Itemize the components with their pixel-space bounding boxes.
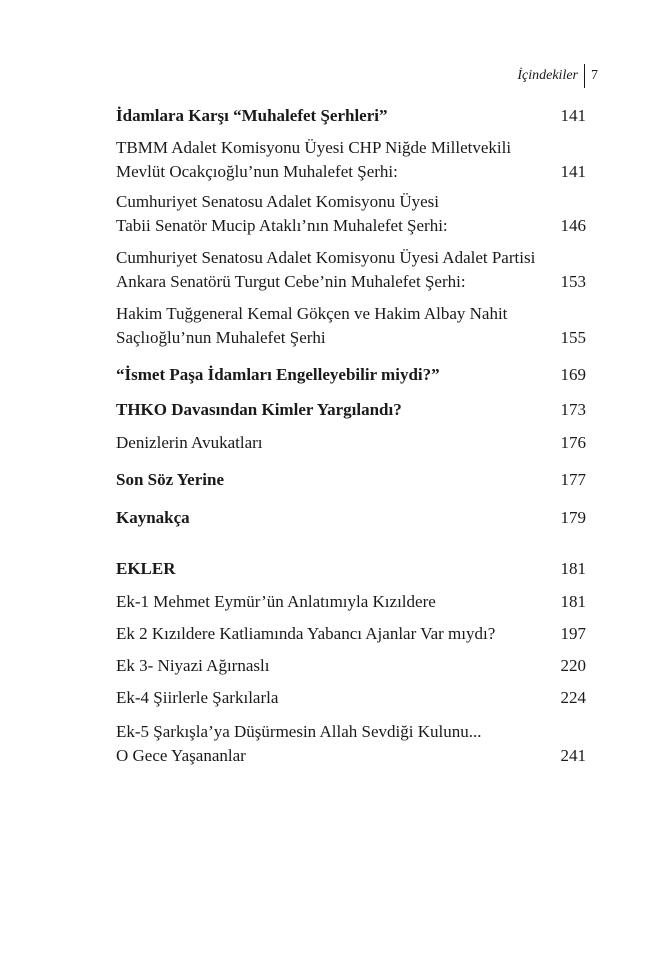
toc-entry-title: Mevlüt Ocakçıoğlu’nun Muhalefet Şerhi: — [116, 162, 398, 181]
toc-entry[interactable] — [116, 302, 586, 350]
toc-entry-title: Ek-4 Şiirlerle Şarkılarla — [116, 688, 279, 707]
toc-entry-page: 141 — [560, 106, 586, 125]
toc-entry[interactable] — [116, 246, 586, 294]
toc-entry-page: 153 — [560, 272, 586, 291]
toc-entry-title: Ek-5 Şarkışla’ya Düşürmesin Allah Sevdiği Kulunu... — [116, 722, 482, 741]
toc-entry-title: Ek-1 Mehmet Eymür’ün Anlatımıyla Kızıldere — [116, 592, 436, 611]
toc-entry-title: Son Söz Yerine — [116, 470, 224, 489]
toc-entry[interactable] — [116, 622, 586, 646]
toc-entry-title: TBMM Adalet Komisyonu Üyesi CHP Niğde Milletvekili — [116, 138, 512, 157]
toc-entry-title: THKO Davasından Kimler Yargılandı? — [116, 400, 402, 419]
toc-entry-page: 224 — [560, 688, 586, 707]
toc-entry[interactable] — [116, 654, 586, 678]
toc-entry-page: 181 — [560, 592, 586, 611]
toc-entry-page: 146 — [560, 216, 586, 235]
toc-entry-page: 155 — [560, 328, 586, 347]
toc-entry[interactable] — [116, 686, 586, 710]
toc-entry-title: Ankara Senatörü Turgut Cebe’nin Muhalefet Şerhi: — [116, 272, 466, 291]
toc-entry-page: 179 — [560, 508, 586, 527]
toc-entry-page: 220 — [560, 656, 586, 675]
toc-entry-page: 177 — [560, 470, 586, 489]
toc-entry[interactable] — [116, 190, 586, 238]
toc-entry-title: Tabii Senatör Mucip Ataklı’nın Muhalefet Şerhi: — [116, 216, 448, 235]
toc-entry-title: “İsmet Paşa İdamları Engelleyebilir miydi?” — [116, 365, 440, 384]
toc-entry-page: 197 — [560, 624, 586, 643]
running-head-section: İçindekiler — [517, 68, 578, 83]
toc-entry-title: Cumhuriyet Senatosu Adalet Komisyonu Üyesi — [116, 192, 439, 211]
toc-entry-page: 141 — [560, 162, 586, 181]
toc-entry[interactable] — [116, 720, 586, 768]
toc-entry[interactable] — [116, 557, 586, 581]
toc-entry[interactable] — [116, 363, 586, 387]
running-head-page-number: 7 — [591, 68, 598, 83]
toc-entry-title: Kaynakça — [116, 508, 190, 527]
toc-entry-title: Ek 3- Niyazi Ağırnaslı — [116, 656, 270, 675]
toc-entry-page: 241 — [560, 746, 586, 765]
toc-entry[interactable] — [116, 104, 586, 128]
toc-entry-title: EKLER — [116, 559, 176, 578]
toc-entry-title: Hakim Tuğgeneral Kemal Gökçen ve Hakim Albay Nahit — [116, 304, 508, 323]
toc-entry-title: Denizlerin Avukatları — [116, 433, 263, 452]
toc-entry-page: 181 — [560, 559, 586, 578]
toc-entry-title: Ek 2 Kızıldere Katliamında Yabancı Ajanlar Var mıydı? — [116, 624, 496, 643]
toc-entry-title: Saçlıoğlu’nun Muhalefet Şerhi — [116, 328, 326, 347]
toc-entry[interactable] — [116, 468, 586, 492]
toc-entry-title: Cumhuriyet Senatosu Adalet Komisyonu Üyesi Adalet Partisi — [116, 248, 536, 267]
toc-entry-page: 169 — [560, 365, 586, 384]
toc-entry[interactable] — [116, 136, 586, 184]
toc-entry-title: O Gece Yaşananlar — [116, 746, 246, 765]
toc-entry[interactable] — [116, 431, 586, 455]
toc-entry[interactable] — [116, 398, 586, 422]
toc-entry[interactable] — [116, 506, 586, 530]
toc-entry-page: 176 — [560, 433, 586, 452]
toc-entry-title: İdamlara Karşı “Muhalefet Şerhleri” — [116, 106, 388, 125]
toc-entry[interactable] — [116, 590, 586, 614]
toc-entry-page: 173 — [560, 400, 586, 419]
